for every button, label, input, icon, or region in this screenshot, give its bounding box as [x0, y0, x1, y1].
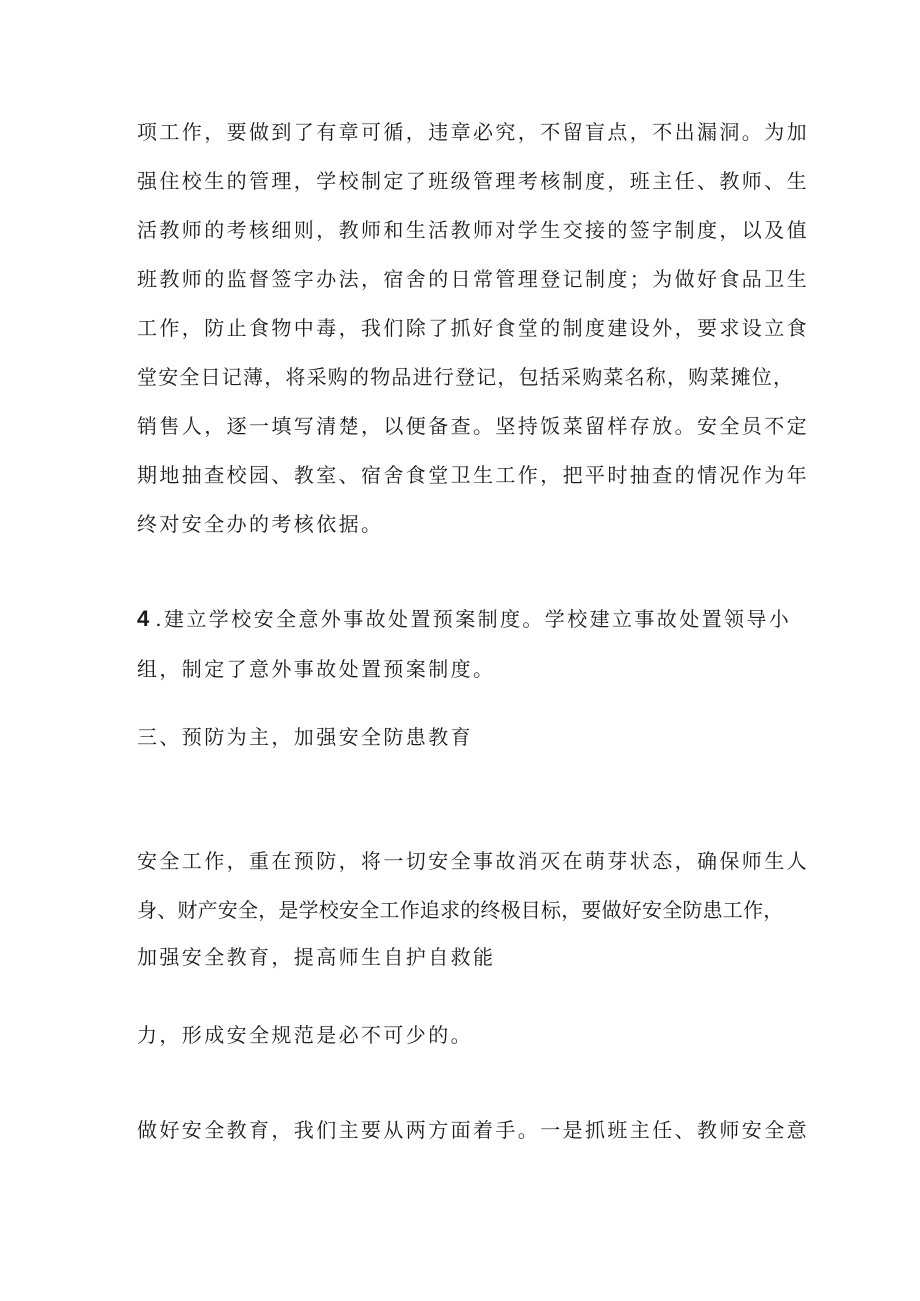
paragraph-1-line-1: 项工作，要做到了有章可循，违章必究，不留盲点，不出漏洞。为加: [137, 120, 809, 144]
paragraph-1-line-4: 班教师的监督签字办法，宿舍的日常管理登记制度；为做好食品卫生: [137, 267, 809, 291]
paragraph-1-line-3: 活教师的考核细则，教师和生活教师对学生交接的签字制度，以及值: [137, 218, 809, 242]
item-4-line-1: [137, 605, 797, 633]
paragraph-1-line-8: 期地抽查校园、教室、宿舍食堂卫生工作，把平时抽查的情况作为年: [137, 463, 809, 487]
paragraph-3: 力，形成安全规范是必不可少的。: [137, 1023, 473, 1047]
paragraph-2-line-3: 加强安全教育，提高师生自护自救能: [137, 945, 496, 969]
paragraph-2-line-2: 身、财产安全，是学校安全工作追求的终极目标，要做好安全防患工作，: [137, 898, 784, 922]
paragraph-1-line-7: 销售人，逐一填写清楚，以便备查。坚持饭菜留样存放。安全员不定: [137, 414, 809, 438]
paragraph-2-line-1: 安全工作，重在预防，将一切安全事故消灭在萌芽状态，确保师生人: [137, 849, 809, 873]
paragraph-1-line-5: 工作，防止食物中毒，我们除了抓好食堂的制度建设外，要求设立食: [137, 316, 809, 340]
paragraph-4-line-1: 做好安全教育，我们主要从两方面着手。一是抓班主任、教师安全意: [137, 1118, 809, 1142]
section-heading-3: 三、预防为主，加强安全防患教育: [137, 725, 473, 749]
paragraph-1-line-6: 堂安全日记薄，将采购的物品进行登记，包括采购菜名称，购菜摊位，: [137, 365, 795, 389]
item-4-number: 4: [137, 606, 150, 631]
paragraph-1-line-2: 强住校生的管理，学校制定了班级管理考核制度，班主任、教师、生: [137, 169, 809, 193]
item-4-text: .建立学校安全意外事故处置预案制度。学校建立事故处置领导小: [155, 607, 792, 631]
paragraph-1-line-9: 终对安全办的考核依据。: [137, 512, 384, 536]
item-4-line-2: 组，制定了意外事故处置预案制度。: [137, 657, 496, 681]
